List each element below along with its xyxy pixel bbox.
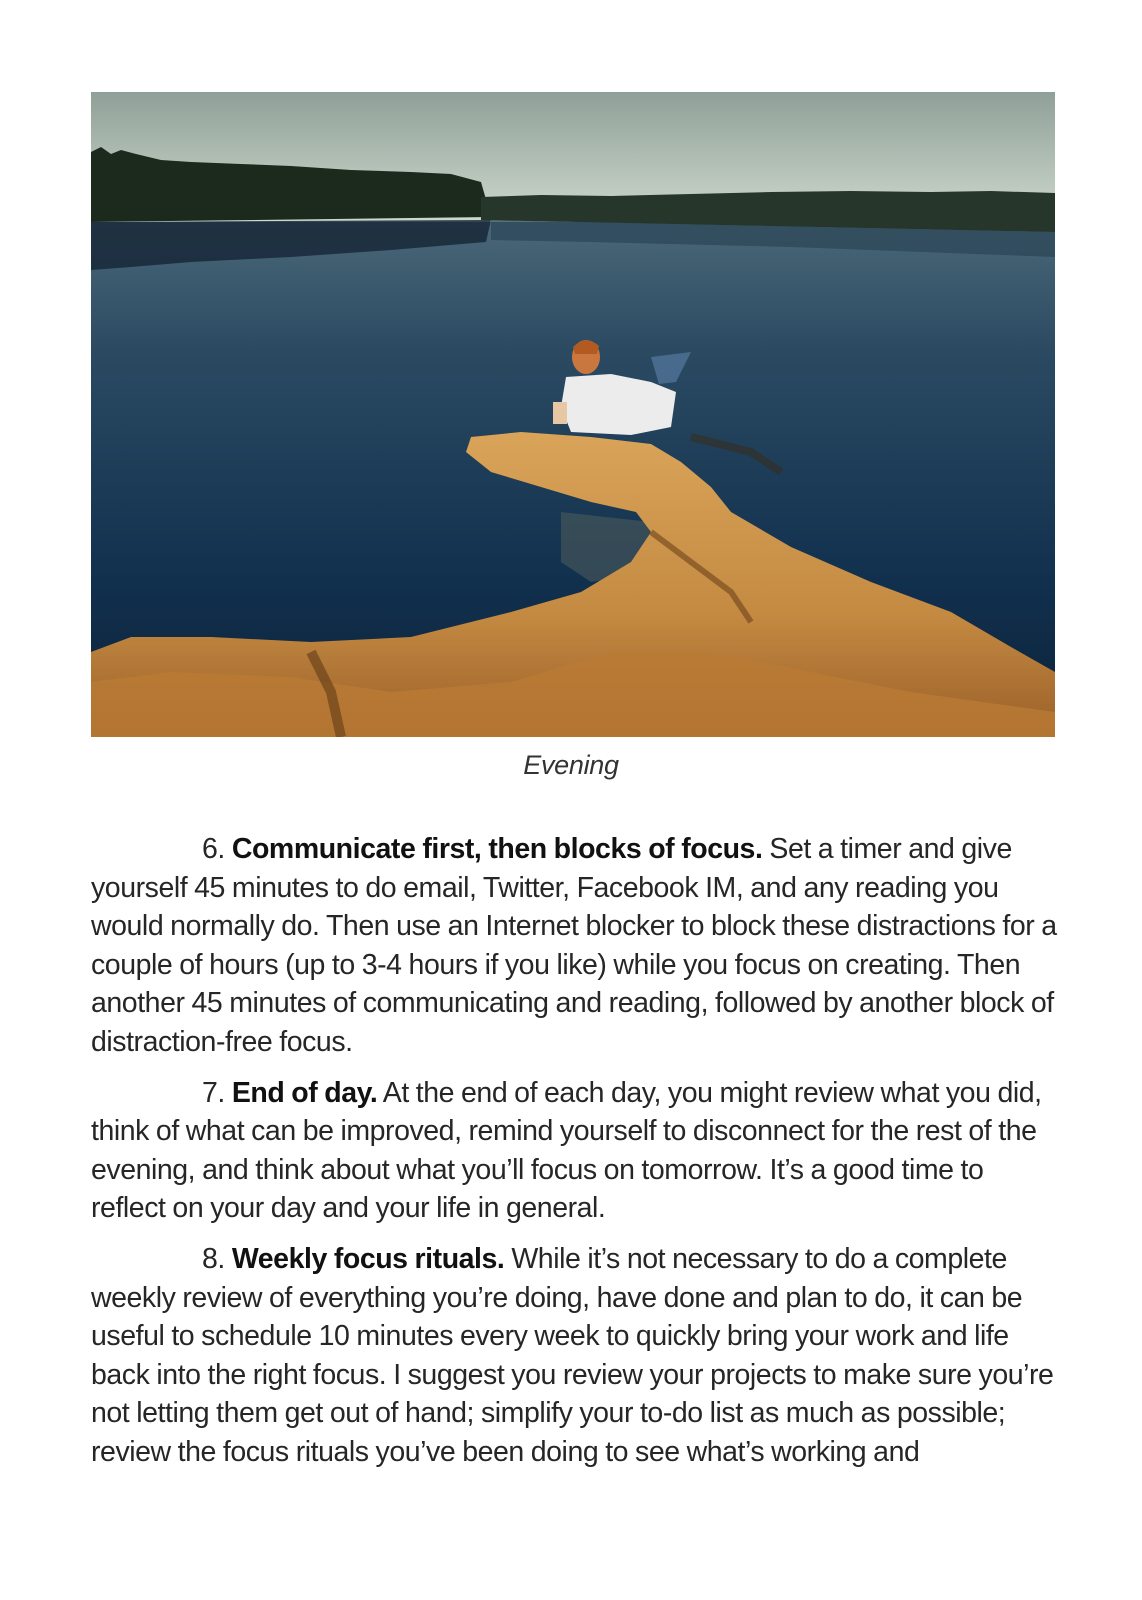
paragraph-6 [91,830,1057,1062]
item-number: 6. [202,833,225,865]
item-text: While it’s not necessary to do a complete weekly review of everything you’re doing, have done and plan to do, it can be useful to schedule 10 minutes every week to quickly bring your work and life back into the right focus. I suggest you review your projects to make sure you’re not letting them get out of hand; simplify your to-do list as much as possible; review the focus rituals you’ve been doing to see what’s working and [91,1242,1054,1468]
item-text: At the end of each day, you might review what you did, think of what can be improved, remind yourself to disconnect for the rest of the evening, and think about what you’ll focus on tomorrow. It’s a good time to reflect on your day and your life in general. [91,1076,1042,1225]
item-heading: Weekly focus rituals. [231,1242,505,1275]
paragraph-7 [91,1074,1057,1228]
item-number: 7. [202,1076,225,1109]
item-heading: Communicate first, then blocks of focus. [231,833,763,865]
item-text: Set a timer and give yourself 45 minutes to do email, Twitter, Facebook IM, and any reading you would normally do. Then use an Internet blocker to block these distractions for a couple of hours (up to 3-4 hours if you like) while you focus on creating. Then another 45 minutes of communicating and reading, followed by another block of distraction-free focus. [91,833,1057,1058]
paragraph-8 [91,1240,1057,1472]
lake-photo [91,92,1055,737]
item-heading: End of day. [231,1076,378,1109]
article-body [91,830,1057,1484]
item-number: 8. [202,1242,225,1275]
photo-caption: Evening [523,750,619,780]
